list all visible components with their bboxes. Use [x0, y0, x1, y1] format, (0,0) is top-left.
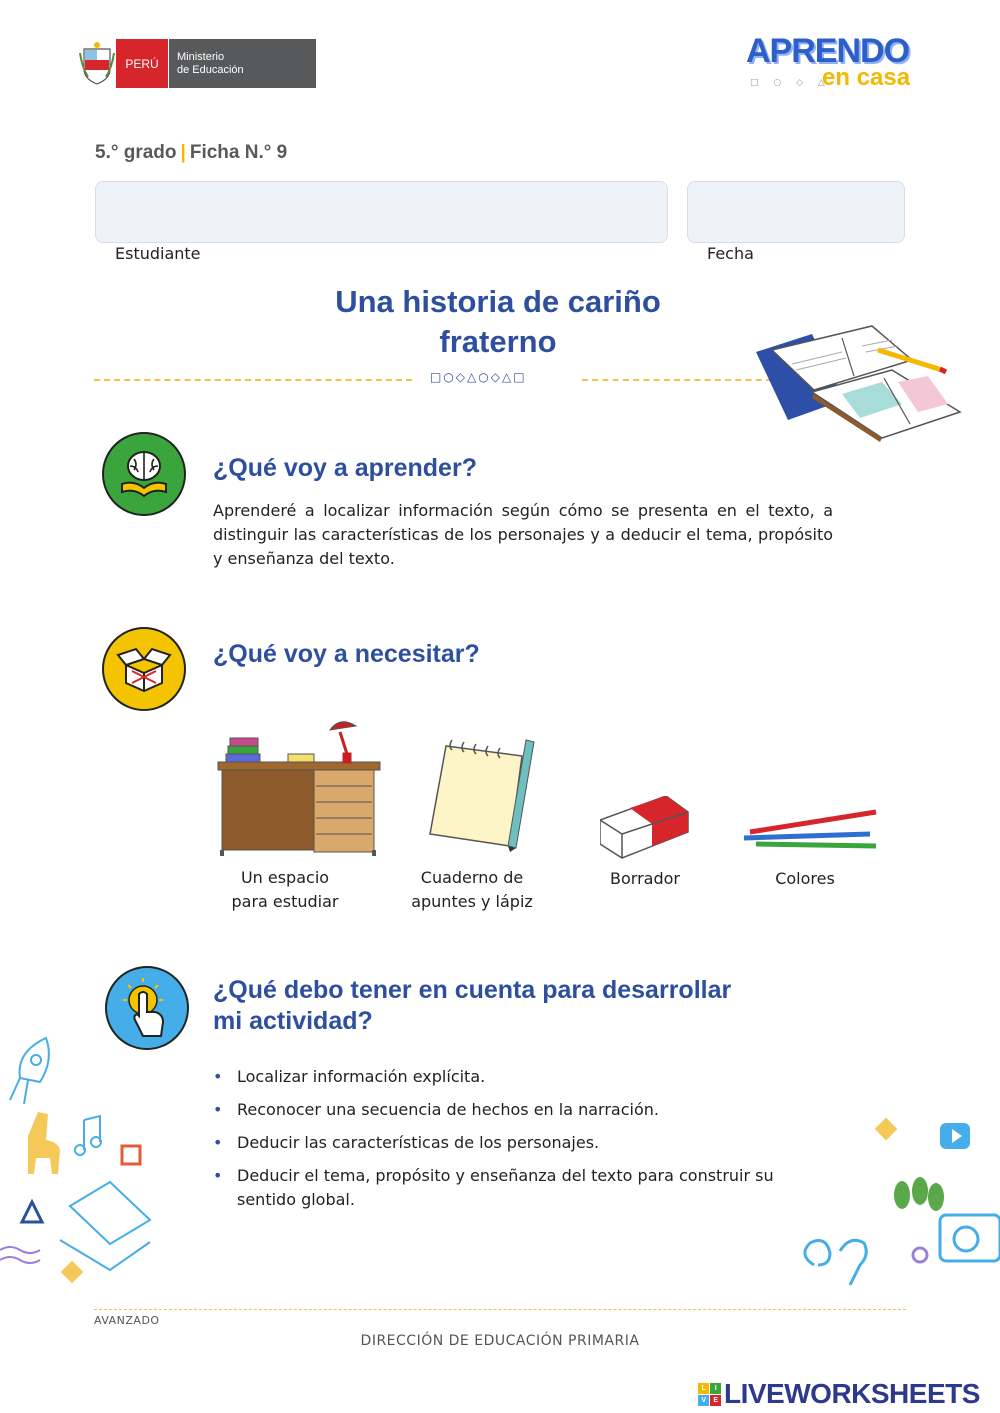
list-item: • Deducir el tema, propósito y enseñanza del texto para construir su sentido global.: [213, 1164, 783, 1212]
square-shape-icon: [122, 1146, 140, 1164]
liveworksheets-logo-icon: [698, 1383, 721, 1406]
student-label: Estudiante: [115, 244, 201, 263]
consider-heading: [213, 975, 731, 1037]
list-item: • Localizar información explícita.: [213, 1065, 783, 1089]
title-line2: fraterno: [439, 324, 557, 359]
colored-pencils-icon: [740, 808, 880, 850]
eraser-icon: [600, 796, 690, 860]
ministry-logo: [78, 39, 316, 88]
llama-icon: [28, 1112, 60, 1174]
consider-heading-line2: mi actividad?: [213, 1007, 373, 1035]
laptop-icon: [60, 1182, 150, 1270]
brand-sub: en casa: [822, 64, 911, 91]
title-divider-shapes: □○◇△○◇△□: [430, 370, 527, 384]
logo-letter: E: [710, 1395, 721, 1406]
need-item-1: [205, 866, 365, 914]
open-box-icon: [102, 627, 186, 711]
shield-icon: [78, 39, 116, 88]
consider-heading-line1: ¿Qué debo tener en cuenta para desarrollar: [213, 976, 732, 1004]
ficha-number: Ficha N.° 9: [189, 142, 288, 163]
direction-label: DIRECCIÓN DE EDUCACIÓN PRIMARIA: [360, 1333, 640, 1349]
wave-shape-icon: [0, 1247, 40, 1263]
level-label: AVANZADO: [94, 1314, 160, 1327]
watermark-text: LIVEWORKSHEETS: [724, 1378, 980, 1409]
logo-letter: I: [710, 1383, 721, 1394]
liveworksheets-watermark: [698, 1378, 980, 1410]
diamond-shape-icon: [875, 1118, 898, 1141]
decorative-right-icons: [790, 1115, 1000, 1295]
ministry-line2: de Educación: [177, 63, 244, 76]
open-books-icon: [752, 320, 964, 445]
leaves-icon: [894, 1177, 944, 1211]
need-item-2-line1: Cuaderno de: [420, 868, 524, 887]
aprendo-en-casa-logo: [746, 34, 936, 96]
country-badge: PERÚ: [116, 39, 168, 88]
logo-letter: L: [698, 1383, 709, 1394]
student-name-field[interactable]: [95, 181, 668, 243]
music-note-icon: [75, 1116, 101, 1155]
grade-separator: |: [180, 142, 186, 163]
consider-list: [213, 1065, 783, 1221]
date-label: Fecha: [707, 244, 754, 263]
need-item-3-line1: Borrador: [610, 869, 680, 888]
decorative-left-icons: [0, 1030, 160, 1290]
radio-icon: [940, 1215, 1000, 1261]
learn-heading: ¿Qué voy a aprender?: [213, 454, 477, 482]
circle-shape-icon: [913, 1248, 927, 1262]
list-item: • Reconocer una secuencia de hechos en la narración.: [213, 1098, 783, 1122]
spiral-monkey-icon: [805, 1240, 866, 1285]
rocket-icon: [10, 1038, 49, 1104]
ministry-name: [168, 39, 316, 88]
footer-divider: [94, 1309, 906, 1310]
brand-main: APRENDO: [746, 32, 910, 70]
need-heading: ¿Qué voy a necesitar?: [213, 640, 480, 668]
logo-letter: V: [698, 1395, 709, 1406]
need-item-4-line1: Colores: [775, 869, 835, 888]
title-line1: Una historia de cariño: [335, 284, 661, 319]
need-item-1-line1: Un espacio: [240, 868, 330, 887]
title-divider-left: [94, 379, 412, 381]
need-item-2: [392, 866, 552, 914]
notebook-pencil-icon: [422, 738, 538, 852]
diamond-shape-icon: [61, 1261, 84, 1284]
learn-text: Aprenderé a localizar información según cómo se presenta en el texto, a distinguir las características de los personajes y a deducir el tema, propósito y enseñanza del texto.: [213, 501, 833, 568]
triangle-shape-icon: [22, 1202, 42, 1222]
need-item-1-line2: para estudiar: [231, 892, 339, 911]
grade-line: [95, 142, 287, 164]
grade: 5.° grado: [95, 142, 177, 163]
list-item: • Deducir las características de los personajes.: [213, 1131, 783, 1155]
need-item-3: [580, 867, 710, 891]
play-button-icon: [940, 1123, 970, 1149]
desk-lamp-icon: [214, 712, 382, 856]
title-divider-right: [582, 379, 772, 381]
need-item-4: [740, 867, 870, 891]
brand-shapes: □ ○ ◇ △: [750, 78, 831, 88]
date-field[interactable]: [687, 181, 905, 243]
ministry-line1: Ministerio: [177, 50, 225, 63]
need-item-2-line2: apuntes y lápiz: [411, 892, 533, 911]
page-title: [290, 282, 706, 362]
brain-book-icon: [102, 432, 186, 516]
